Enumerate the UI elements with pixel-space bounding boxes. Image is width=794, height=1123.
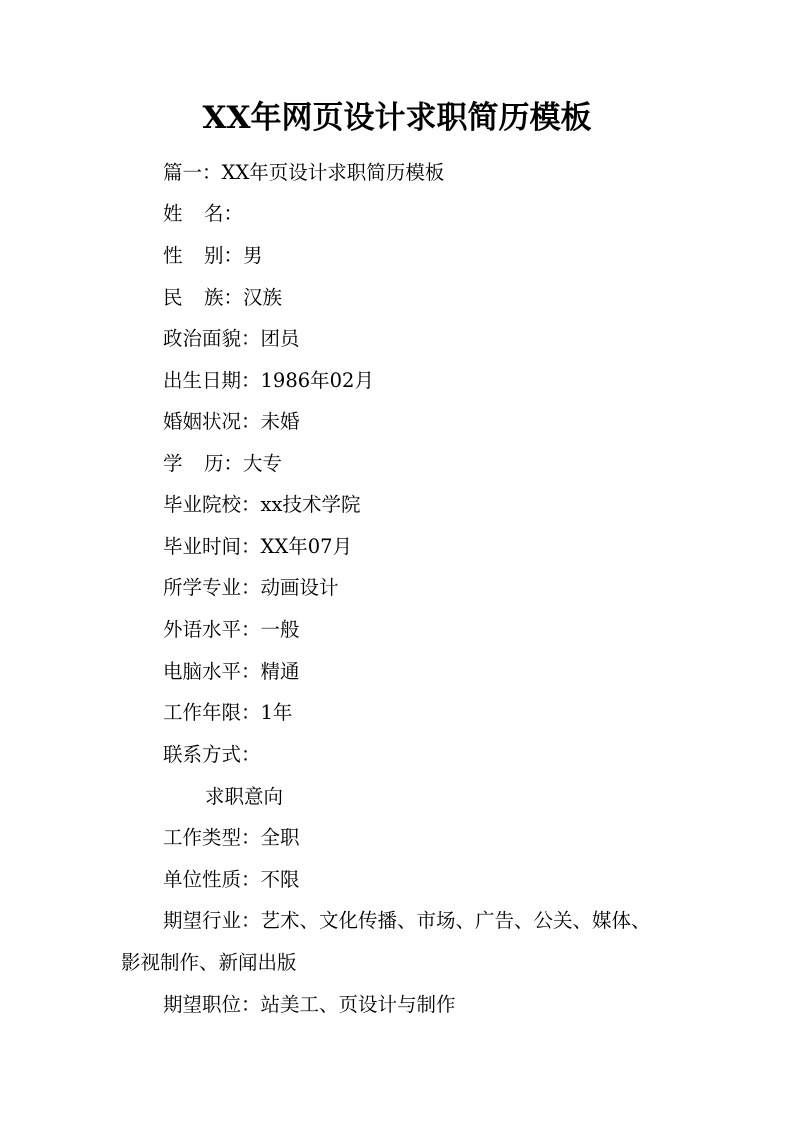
education-label-second: 历：	[203, 452, 243, 475]
major-row: 所学专业：动画设计	[163, 576, 339, 599]
gender-row	[163, 242, 262, 270]
document-subtitle: 篇一：XX年页设计求职简历模板	[163, 161, 445, 184]
gender-label-second: 别：	[203, 244, 243, 267]
position-row: 期望职位：站美工、页设计与制作	[163, 993, 456, 1016]
education-row	[163, 450, 282, 478]
name-row	[163, 200, 243, 228]
industry-row-line2: 影视制作、新闻出版	[121, 951, 297, 974]
document-title: XX年网页设计求职简历模板	[202, 100, 592, 136]
language-row: 外语水平：一般	[163, 618, 300, 641]
gender-value: 男	[242, 244, 263, 267]
contact-row: 联系方式：	[163, 743, 261, 766]
school-row: 毕业院校：xx技术学院	[163, 493, 361, 516]
name-label-first: 姓	[163, 202, 183, 225]
name-label-second: 名：	[203, 202, 243, 225]
computer-row: 电脑水平：精通	[163, 660, 300, 683]
ethnicity-value: 汉族	[242, 286, 282, 309]
work-type-row: 工作类型：全职	[163, 826, 300, 849]
ethnicity-row	[163, 284, 282, 312]
ethnicity-label-second: 族：	[203, 286, 243, 309]
political-row: 政治面貌：团员	[163, 327, 300, 350]
grad-time-row: 毕业时间：XX年07月	[163, 535, 353, 558]
marital-row: 婚姻状况：未婚	[163, 410, 300, 433]
job-intent-heading: 求职意向	[205, 785, 284, 808]
education-label-first: 学	[163, 452, 183, 475]
birth-row: 出生日期：1986年02月	[163, 369, 374, 392]
industry-row-line1: 期望行业：艺术、文化传播、市场、广告、公关、媒体、	[163, 909, 651, 932]
ethnicity-label-first: 民	[163, 286, 183, 309]
company-type-row: 单位性质：不限	[163, 868, 300, 891]
education-value: 大专	[242, 452, 282, 475]
experience-row: 工作年限：1年	[163, 701, 293, 724]
gender-label-first: 性	[163, 244, 183, 267]
